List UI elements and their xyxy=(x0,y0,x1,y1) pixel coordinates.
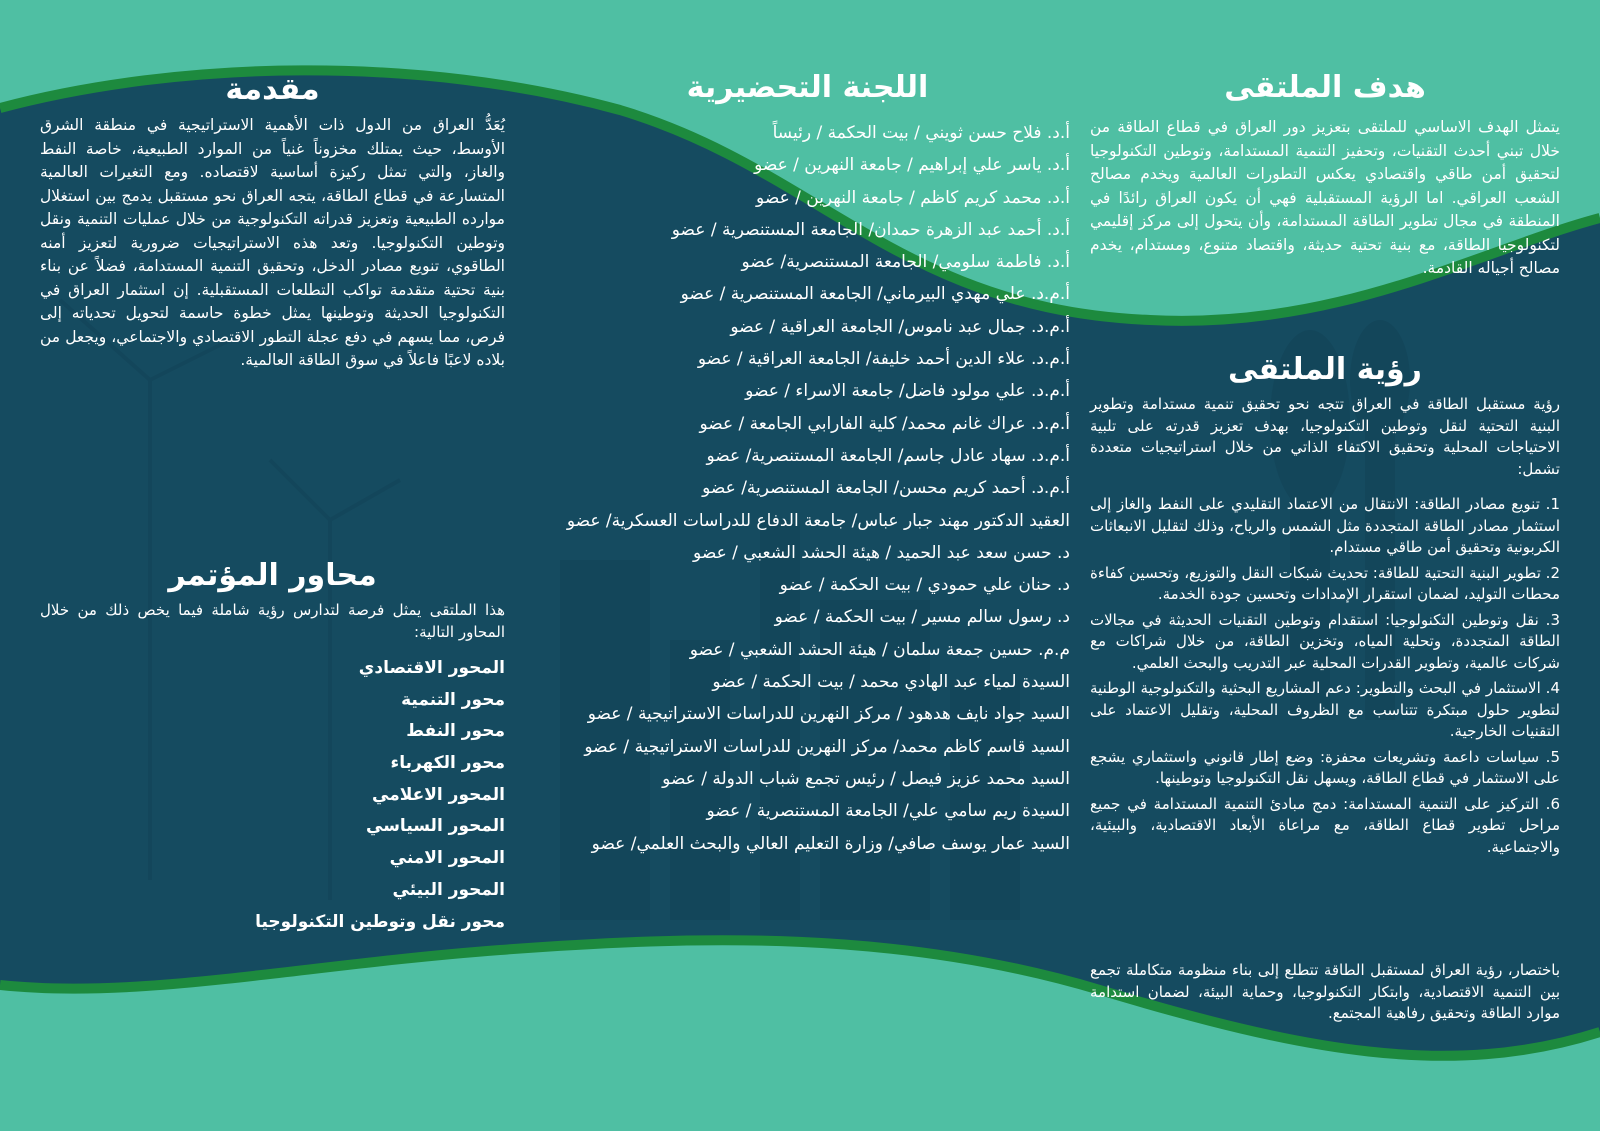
goal-paragraph: يتمثل الهدف الاساسي للملتقى بتعزيز دور العراق في قطاع الطاقة من خلال تبني أحدث التقنيات، وتحفيز التنمية المستدامة، وتوطين التكنولوجيا لتحقيق أمن طاقي واقتصادي يعكس التطورات العالمية ويخدم مصالح الشعب العراقي. اما الرؤية المستقبلية فهي أن يكون العراق رائدًا في المنطقة في مجال تطوير الطاقة المستدامة، وأن يتحول إلى مركز إقليمي لتكنولوجيا الطاقة، مع بنية تحتية حديثة، واقتصاد متنوع، ومستدام، يخدم مصالح أجياله القادمة. xyxy=(1090,118,1560,277)
committee-heading: اللجنة التحضيرية xyxy=(686,70,929,105)
conference-axis-item: محور الكهرباء xyxy=(390,753,505,774)
committee-member: أ.د. فلاح حسن ثويني / بيت الحكمة / رئيساً xyxy=(772,123,1070,143)
goal-heading: هدف الملتقى xyxy=(1224,70,1426,105)
conference-axes-heading: محاور المؤتمر xyxy=(168,558,377,593)
conference-axis-item: المحور الاقتصادي xyxy=(358,658,505,678)
committee-member: السيد محمد عزيز فيصل / رئيس تجمع شباب الدولة / عضو xyxy=(662,768,1070,789)
conference-axis-item: المحور الامني xyxy=(389,848,505,869)
committee-member: أ.م.د. علاء الدين أحمد خليفة/ الجامعة العراقية / عضو xyxy=(697,349,1070,370)
conference-axis-item: المحور السياسي xyxy=(366,816,505,837)
committee-member: م.م. حسين جمعة سلمان / هيئة الحشد الشعبي / عضو xyxy=(689,639,1070,660)
vision-strategy-item: 1. تنويع مصادر الطاقة: الانتقال من الاعتماد التقليدي على النفط والغاز إلى استثمار مصادر الطاقة المتجددة مثل الشمس والرياح، وذلك لتقليل الانبعاثات الكربونية وتحقيق أمن طاقي مستدام. xyxy=(1090,495,1560,556)
conference-axis-item: محور نقل وتوطين التكنولوجيا xyxy=(255,911,505,932)
vision-strategy-list xyxy=(1090,494,1560,862)
committee-member: أ.م.د. سهاد عادل جاسم/ الجامعة المستنصرية/ عضو xyxy=(706,445,1070,466)
committee-members-list xyxy=(545,120,1070,863)
committee-member: د. حنان علي حمودي / بيت الحكمة / عضو xyxy=(779,575,1070,596)
committee-member: العقيد الدكتور مهند جبار عباس/ جامعة الدفاع للدراسات العسكرية/ عضو xyxy=(566,510,1070,531)
conference-axis-item: محور النفط xyxy=(406,721,505,742)
committee-member: د. حسن سعد عبد الحميد / هيئة الحشد الشعبي / عضو xyxy=(693,542,1070,563)
committee-member: أ.م.د. أحمد كريم محسن/ الجامعة المستنصرية/ عضو xyxy=(702,478,1070,499)
committee-member: أ.د. محمد كريم كاظم / جامعة النهرين / عضو xyxy=(756,187,1070,208)
committee-member: السيد عمار يوسف صافي/ وزارة التعليم العالي والبحث العلمي/ عضو xyxy=(591,833,1070,854)
vision-strategy-item: 4. الاستثمار في البحث والتطوير: دعم المشاريع البحثية والتكنولوجية الوطنية لتطوير حلول مبتكرة تتناسب مع الظروف المحلية، وتقليل الاعتماد على التقنيات الخارجية. xyxy=(1090,679,1560,740)
vision-summary-paragraph: باختصار، رؤية العراق لمستقبل الطاقة تتطلع إلى بناء منظومة متكاملة تجمع بين التنمية الاقتصادية، وابتكار التكنولوجيا، وحماية البيئة، لضمان استدامة موارد الطاقة وتحقيق رفاهية المجتمع. xyxy=(1090,961,1560,1022)
vision-intro-paragraph: رؤية مستقبل الطاقة في العراق تتجه نحو تحقيق تنمية مستدامة وتطوير البنية التحتية لنقل وتوطين التكنولوجيا، بهدف تعزيز قدرته على تلبية الاحتياجات المحلية وتحقيق الاكتفاء الذاتي من خلال استراتيجيات متعددة تشمل: xyxy=(1090,395,1560,478)
conference-axis-item: المحور البيئي xyxy=(392,879,505,900)
conference-axis-item: المحور الاعلامي xyxy=(372,784,505,805)
committee-member: أ.د. ياسر علي إبراهيم / جامعة النهرين / عضو xyxy=(754,155,1070,176)
left-column xyxy=(40,0,505,1131)
vision-strategy-item: 6. التركيز على التنمية المستدامة: دمج مبادئ التنمية المستدامة في جميع مراحل تطوير قطاع الطاقة، مع مراعاة الأبعاد الاقتصادية، والبيئية، والاجتماعية. xyxy=(1090,794,1560,856)
vision-strategy-item: 5. سياسات داعمة وتشريعات محفزة: وضع إطار قانوني واستثماري يشجع على الاستثمار في قطاع الطاقة، ويسهل نقل التكنولوجيا وتوطينها. xyxy=(1090,747,1560,787)
committee-member: السيد قاسم كاظم محمد/ مركز النهرين للدراسات الاستراتيجية / عضو xyxy=(584,736,1070,757)
committee-member: أ.م.د. علي مولود فاضل/ جامعة الاسراء / عضو xyxy=(745,381,1070,402)
conference-axes-intro: هذا الملتقى يمثل فرصة لتدارس رؤية شاملة فيما يخص ذلك من خلال المحاور التالية: xyxy=(40,601,505,641)
intro-paragraph: يُعَدُّ العراق من الدول ذات الأهمية الاستراتيجية في منطقة الشرق الأوسط، حيث يمتلك مخزوناً غنياً من الموارد الطبيعية، خاصة النفط والغاز، والتي تمثل ركيزة أساسية لاقتصاده. ومع التغيرات العالمية المتسارعة في قطاع الطاقة، يتجه العراق نحو مستقبل يدمج بين استغلال موارده الطبيعية وتعزيز قدراته التكنولوجية من خلال عمليات التنمية ونقل وتوطين التكنولوجيا. وتعد هذه الاستراتيجيات ضرورية لتعزيز أمنه الطاقوي، تنويع مصادر الدخل، وتحقيق التنمية المستدامة، فضلاً عن بناء بنية تحتية متقدمة تواكب التطلعات المستقبلية. إن استثمار العراق في التكنولوجيا الحديثة وتوطينها يمثل خطوة حاسمة لتحويل تحدياته إلى فرص، مما يسهم في دفع عجلة التطور الاقتصادي والاجتماعي، ويجعل من بلاده لاعبًا فاعلاً في سوق الطاقة العالمية. xyxy=(40,116,505,369)
vision-heading: رؤية الملتقى xyxy=(1228,352,1422,387)
committee-member: السيد جواد نايف هدهود / مركز النهرين للدراسات الاستراتيجية / عضو xyxy=(587,704,1070,725)
committee-member: أ.م.د. جمال عبد ناموس/ الجامعة العراقية / عضو xyxy=(730,316,1070,337)
committee-member: أ.د. أحمد عبد الزهرة حمدان/ الجامعة المستنصرية / عضو xyxy=(671,219,1070,240)
conference-axes-list xyxy=(40,655,505,940)
intro-heading: مقدمة xyxy=(225,72,320,107)
vision-strategy-item: 3. نقل وتوطين التكنولوجيا: استقدام وتوطين التقنيات الحديثة في مجالات الطاقة المتجددة، وتحلية المياه، وتخزين الطاقة، من خلال شراكات مع شركات عالمية، وتطوير القدرات المحلية عبر التدريب والبحث العلمي. xyxy=(1090,610,1560,672)
committee-member: أ.د. فاطمة سلومي/ الجامعة المستنصرية/ عضو xyxy=(741,252,1070,273)
conference-axis-item: محور التنمية xyxy=(401,689,505,710)
middle-column xyxy=(545,0,1070,1131)
committee-member: أ.م.د. عراك غانم محمد/ كلية الفارابي الجامعة / عضو xyxy=(699,413,1070,434)
right-column xyxy=(1090,0,1560,1131)
committee-member: السيدة لمياء عبد الهادي محمد / بيت الحكمة / عضو xyxy=(712,672,1070,693)
committee-member: السيدة ريم سامي علي/ الجامعة المستنصرية / عضو xyxy=(706,801,1070,822)
committee-member: د. رسول سالم مسير / بيت الحكمة / عضو xyxy=(774,607,1070,628)
vision-strategy-item: 2. تطوير البنية التحتية للطاقة: تحديث شبكات النقل والتوزيع، وتحسين كفاءة محطات التوليد، لضمان استقرار الإمدادات وتحسين جودة الخدمة. xyxy=(1090,563,1560,603)
committee-member: أ.م.د. علي مهدي البيرماني/ الجامعة المستنصرية / عضو xyxy=(680,284,1070,305)
